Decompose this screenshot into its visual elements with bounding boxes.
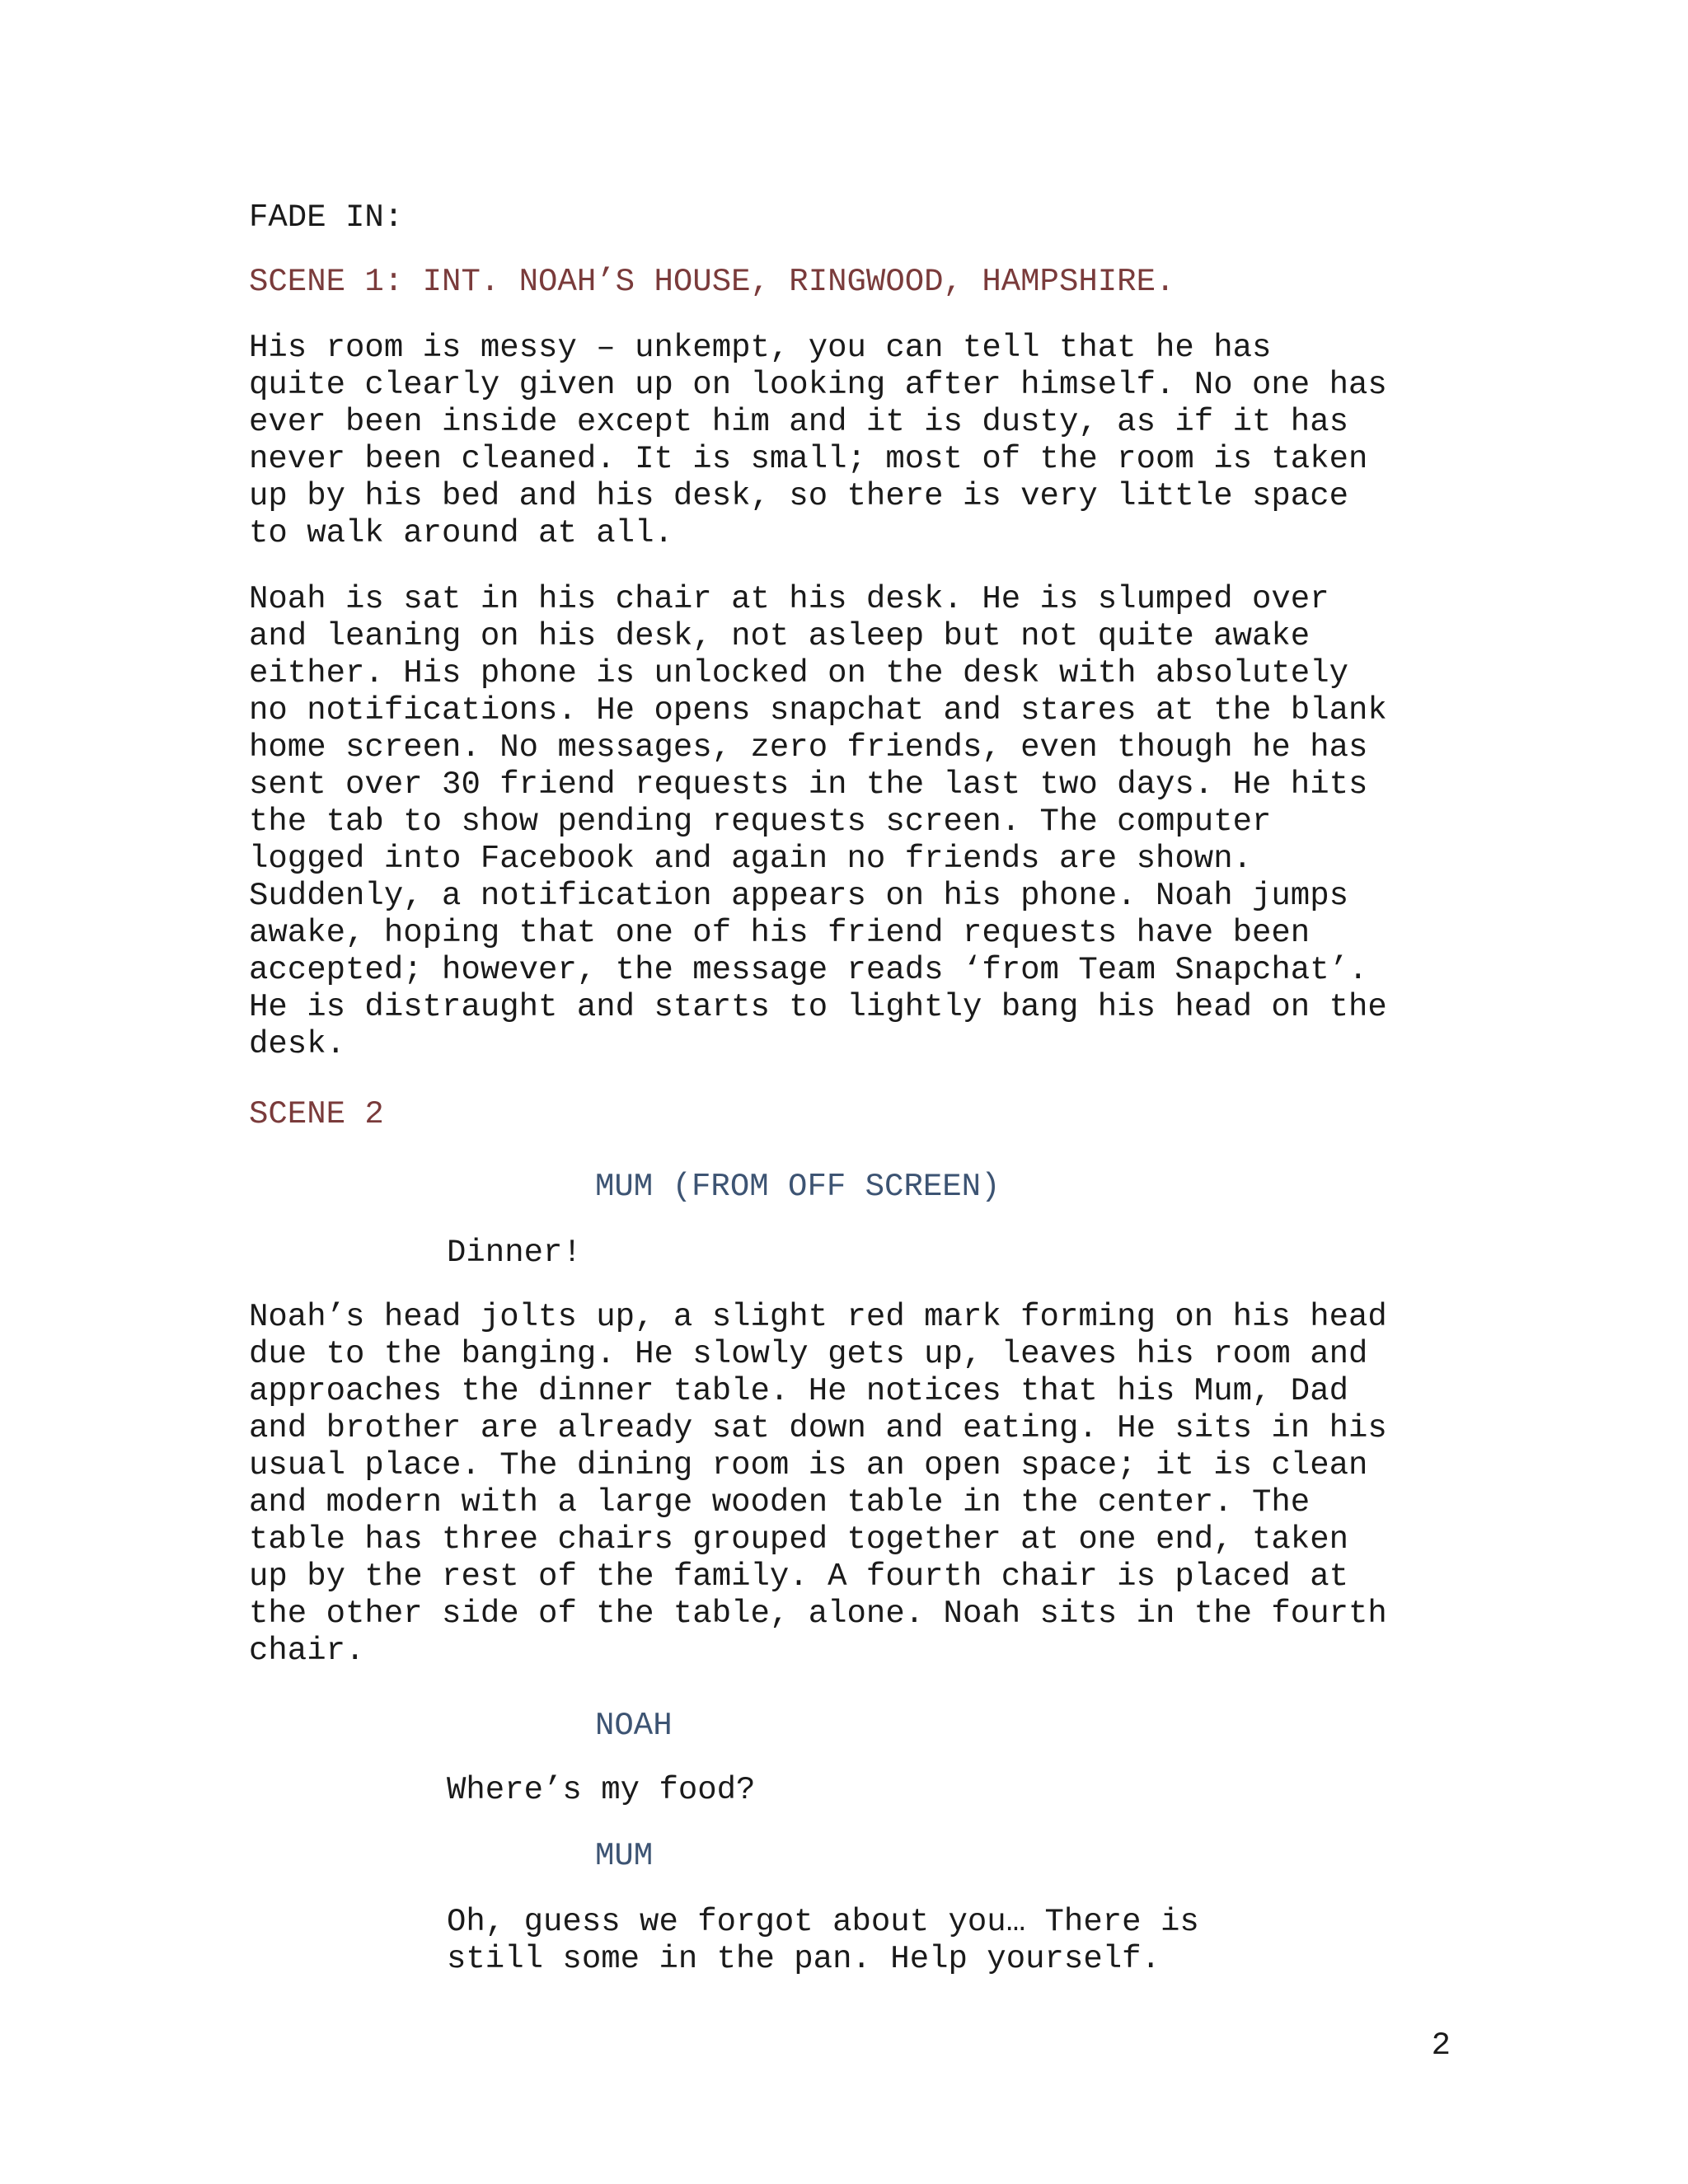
dialogue-wheres-my-food: Where’s my food? [447,1772,756,1808]
page-number: 2 [1431,2027,1451,2064]
dialogue-dinner: Dinner! [447,1235,582,1271]
character-cue-noah: NOAH [595,1708,673,1744]
character-cue-mum: MUM [595,1838,654,1874]
scene-heading-2: SCENE 2 [249,1096,384,1132]
scene-heading-1: SCENE 1: INT. NOAH’S HOUSE, RINGWOOD, HAMPSHIRE. [249,264,1175,300]
action-paragraph-1: His room is messy – unkempt, you can tell that he has quite clearly given up on looking after himself. No one has ever been inside except him and it is dusty, as if it has never been cleaned. It is small; most of the room is taken up by his bed and his desk, so there is very little space to walk around at all. [249,330,1387,551]
action-paragraph-2: Noah is sat in his chair at his desk. He is slumped over and leaning on his desk, not asleep but not quite awake either. His phone is unlocked on the desk with absolutely no notifications. He opens snapchat and stares at the blank home screen. No messages, zero friends, even though he has sent over 30 friend requests in the last two days. He hits the tab to show pending requests screen. The computer logged into Facebook and again no friends are shown. Suddenly, a notification appears on his phone. Noah jumps awake, hoping that one of his friend requests have been accepted; however, the message reads ‘from Team Snapchat’. He is distraught and starts to lightly bang his head on the desk. [249,581,1387,1062]
action-paragraph-3: Noah’s head jolts up, a slight red mark forming on his head due to the banging. He slowly gets up, leaves his room and approaches the dinner table. He notices that his Mum, Dad and brother are already sat down and eating. He sits in his usual place. The dining room is an open space; it is clean and modern with a large wooden table in the center. The table has three chairs grouped together at one end, taken up by the rest of the family. A fourth chair is placed at the other side of the table, alone. Noah sits in the fourth chair. [249,1299,1387,1669]
dialogue-forgot-about-you: Oh, guess we forgot about you… There is still some in the pan. Help yourself. [447,1904,1199,1977]
character-cue-mum-off-screen: MUM (FROM OFF SCREEN) [595,1169,1001,1205]
transition-fade-in: FADE IN: [249,199,404,236]
